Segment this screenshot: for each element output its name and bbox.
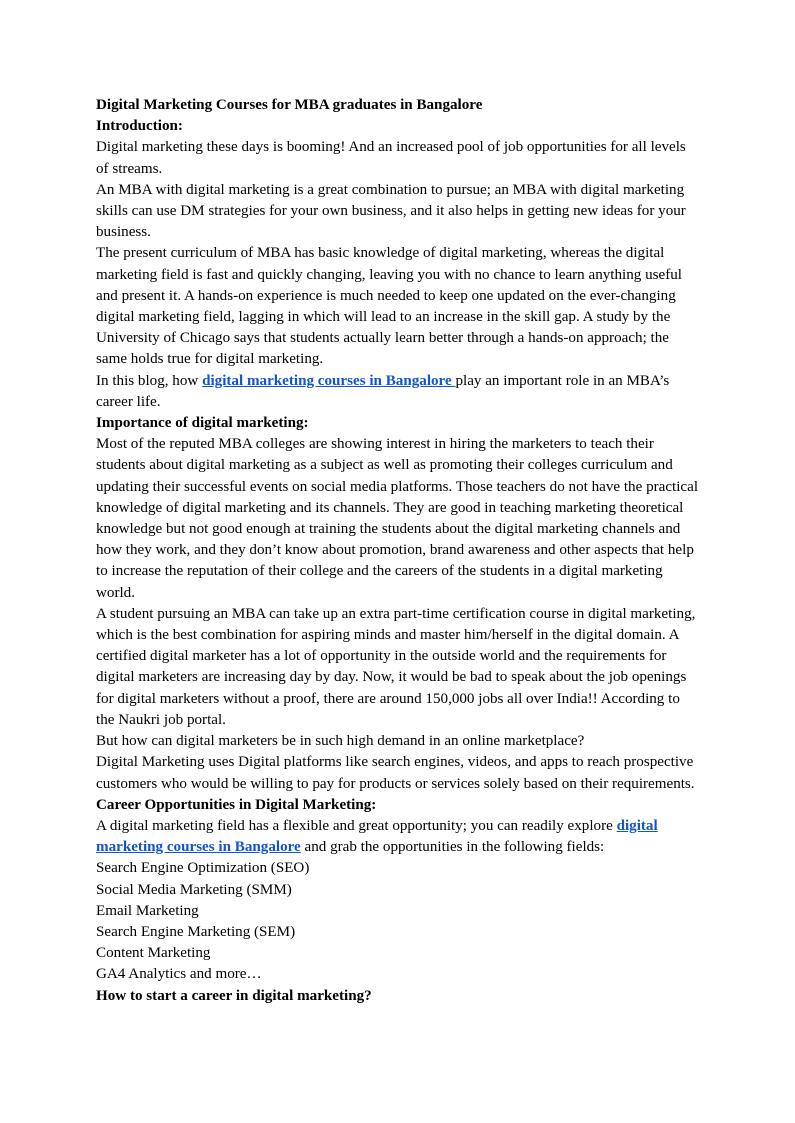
start-career-heading: How to start a career in digital marketing? [96,987,372,1004]
intro-paragraph-4 [96,371,700,413]
intro-paragraph-2: An MBA with digital marketing is a great combination to pursue; an MBA with digital marketing skills can use DM strategies for your own business, and it also helps in getting new ideas for your business. [96,181,686,241]
document-page [96,95,700,1007]
list-item: Search Engine Optimization (SEO) [96,860,310,877]
list-item: Email Marketing [96,902,199,919]
courses-link-career[interactable]: digital marketing courses in Bangalore [96,817,658,856]
list-item: GA4 Analytics and more… [96,966,262,983]
list-item: Content Marketing [96,945,211,962]
career-paragraph-1-text-after: and grab the opportunities in the following fields: [300,839,605,856]
importance-paragraph-4: Digital Marketing uses Digital platforms like search engines, videos, and apps to reach prospective customers who would be willing to pay for products or services solely based on their requirements. [96,754,695,792]
career-paragraph-1-text-before: A digital marketing field has a flexible and great opportunity; you can readily explore [96,817,617,834]
intro-paragraph-4-text-before: In this blog, how [96,372,203,389]
career-paragraph-1 [96,816,700,858]
importance-heading: Importance of digital marketing: [96,415,309,432]
document-title: Digital Marketing Courses for MBA graduates in Bangalore [96,97,483,113]
importance-paragraph-1: Most of the reputed MBA colleges are showing interest in hiring the marketers to teach their students about digital marketing as a subject as well as promoting their colleges curriculum and updating their successful events on social media platforms. Those teachers do not have the practical knowledge of digital marketing and its channels. They are good in teaching marketing theoretical knowledge but not good enough at training the students about the digital marketing channels and how they work, and they don’t know about promotion, brand awareness and other aspects that help to increase the reputation of their college and the careers of the students in a digital marketing world. [96,436,699,601]
list-item: Social Media Marketing (SMM) [96,881,292,898]
career-heading: Career Opportunities in Digital Marketing: [96,796,377,813]
intro-paragraph-1: Digital marketing these days is booming! And an increased pool of job opportunities for all levels of streams. [96,139,686,177]
intro-paragraph-3: The present curriculum of MBA has basic knowledge of digital marketing, whereas the digital marketing field is fast and quickly changing, leaving you with no chance to learn anything useful and present it. A hands-on experience is much needed to keep one updated on the ever-changing digital marketing field, lagging in which will lead to an increase in the skill gap. A study by the University of Chicago says that students actually learn better through a hands-on approach; the same holds true for digital marketing. [96,245,682,368]
importance-paragraph-2: A student pursuing an MBA can take up an extra part-time certification course in digital marketing, which is the best combination for aspiring minds and master him/herself in the digital domain. A certified digital marketer has a lot of opportunity in the outside world and the requirements for digital marketers are increasing day by day. Now, it would be bad to speak about the job openings for digital marketers without a proof, there are around 150,000 jobs all over India!! According to the Naukri job portal. [96,605,696,728]
list-item: Search Engine Marketing (SEM) [96,923,296,940]
importance-paragraph-3: But how can digital marketers be in such high demand in an online marketplace? [96,733,585,750]
career-fields-list [96,858,700,985]
intro-paragraph-4-text-after: play an important role in an MBA’s career life. [96,372,670,410]
courses-link-intro[interactable]: digital marketing courses in Bangalore [202,372,456,389]
intro-heading: Introduction: [96,118,183,135]
